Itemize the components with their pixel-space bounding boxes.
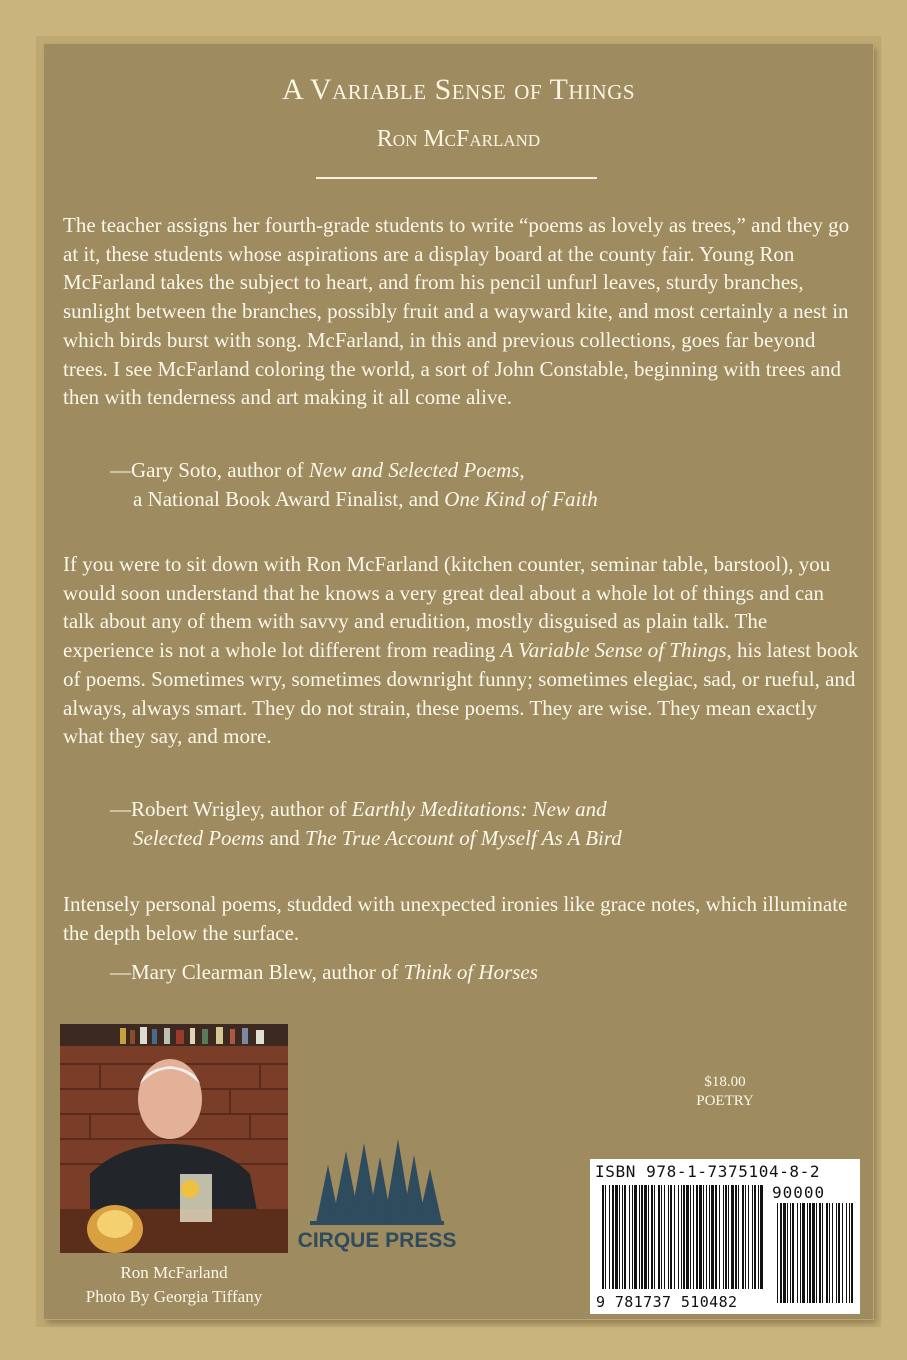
barcode-bar (658, 1185, 660, 1289)
attribution-work: New and Selected Poems (308, 458, 520, 482)
barcode-bar (738, 1185, 739, 1289)
publisher-name: CIRQUE PRESS (297, 1229, 457, 1252)
attribution-work: Selected Poems (133, 825, 265, 850)
barcode-bar (678, 1185, 679, 1289)
barcode-bar (651, 1185, 653, 1289)
barcode-bar (693, 1185, 694, 1289)
isbn-barcode (590, 1159, 860, 1314)
barcode-bar (699, 1185, 702, 1289)
addon-bar (792, 1203, 794, 1303)
barcode-bar (661, 1185, 662, 1289)
addon-bar (777, 1203, 778, 1303)
attribution-prefix: —Robert Wrigley, author of (110, 797, 352, 821)
barcode-bar (674, 1185, 675, 1289)
barcode-bar (742, 1185, 744, 1289)
blurb-blew: Intensely personal poems, studded with unexpected ironies like grace notes, which illuminate the depth below the surface. (63, 892, 848, 945)
barcode-bar (641, 1185, 643, 1289)
barcode-bar (644, 1185, 647, 1289)
barcode-bar (634, 1185, 637, 1289)
addon-bar (832, 1203, 833, 1303)
barcode-bar (709, 1185, 710, 1289)
attribution-prefix: —Mary Clearman Blew, author of (110, 960, 404, 984)
addon-bar (836, 1203, 837, 1303)
addon-bar (846, 1203, 847, 1303)
barcode-bar (731, 1185, 734, 1289)
attribution-and: and (264, 825, 306, 850)
barcode-bar (745, 1185, 746, 1289)
barcode-bar (748, 1185, 749, 1289)
addon-bar (851, 1203, 853, 1303)
addon-bar (802, 1203, 805, 1303)
barcode-bar (605, 1185, 606, 1289)
barcode-bar (681, 1185, 682, 1289)
addon-bar (812, 1203, 815, 1303)
addon-bar (838, 1203, 840, 1303)
barcode-bar (612, 1185, 614, 1289)
addon-bar (783, 1203, 786, 1303)
barcode-bar (686, 1185, 689, 1289)
addon-bar (826, 1203, 828, 1303)
book-title: A Variable Sense of Things (281, 73, 636, 106)
blurb-text: If you were to sit down with Ron McFarland (kitchen counter, seminar table, barstool), you would soon understand that he knows a very great deal about a whole lot of things and can talk about any of them with savvy and erudition, mostly disguised as plain talk. The experience is not a whole lot different from reading (63, 552, 831, 663)
barcode-bar (609, 1185, 610, 1289)
barcode-bar (723, 1185, 724, 1289)
author-photo (60, 1024, 288, 1253)
addon-bar (849, 1203, 850, 1303)
addon-bar (800, 1203, 801, 1303)
barcode-bar (696, 1185, 698, 1289)
barcode-bar (715, 1185, 717, 1289)
barcode-bar (619, 1185, 620, 1289)
barcode-bars (590, 1159, 860, 1314)
barcode-bar (728, 1185, 729, 1289)
barcode-bar (624, 1185, 626, 1289)
attribution-work: Earthly Meditations: New and (351, 797, 607, 821)
ean-number: 9 781737 510482 (596, 1293, 738, 1311)
addon-bar (787, 1203, 788, 1303)
barcode-bar (719, 1185, 720, 1289)
price-addon-number: 90000 (772, 1183, 826, 1202)
blurb-text: , his latest book of poems. Sometimes wry, sometimes downright funny; sometimes elegiac, sad, or rueful, and always, always smart. They do not strain, these poems. They are wise. They mean exactly what they say, and more. (63, 638, 859, 749)
addon-bar (822, 1203, 823, 1303)
barcode-bar (615, 1185, 618, 1289)
barcode-bar (639, 1185, 640, 1289)
attribution-separator: , (519, 458, 525, 482)
addon-bar (807, 1203, 808, 1303)
barcode-bar (648, 1185, 649, 1289)
attribution-soto (110, 456, 850, 513)
barcode-bar (758, 1185, 759, 1289)
barcode-bar (654, 1185, 655, 1289)
barcode-bar (690, 1185, 691, 1289)
barcode-bar (632, 1185, 633, 1289)
blurb-book-title: A Variable Sense of Things (500, 638, 727, 663)
attribution-work: Think of Horses (403, 960, 538, 984)
addon-bar (809, 1203, 811, 1303)
barcode-bar (760, 1185, 763, 1289)
photo-caption-name: Ron McFarland (120, 1263, 228, 1282)
cirque-press-logo (297, 1135, 457, 1255)
title-divider (316, 177, 597, 179)
barcode-bar (668, 1185, 669, 1289)
addon-bar (829, 1203, 830, 1303)
barcode-bar (622, 1185, 623, 1289)
addon-bar (842, 1203, 843, 1303)
attribution-blew (110, 958, 850, 987)
barcode-bar (711, 1185, 714, 1289)
barcode-bar (703, 1185, 704, 1289)
category: POETRY (696, 1093, 754, 1109)
barcode-bar (754, 1185, 756, 1289)
barcode-bar (602, 1185, 604, 1289)
photo-caption-credit: Photo By Georgia Tiffany (85, 1287, 263, 1306)
addon-bar (780, 1203, 782, 1303)
barcode-bar (725, 1185, 727, 1289)
barcode-bar (735, 1185, 737, 1289)
blurb-soto: The teacher assigns her fourth-grade students to write “poems as lovely as trees,” and they go at it, these students whose aspirations are a display board at the county fair. Young Ron McFarland takes the subject to heart, and from his pencil unfurl leaves, sturdy branches, sunlight between the branches, possibly fruit and a wayward kite, and most certainly a nest in which birds burst with song. McFarland, in this and previous collections, goes far beyond trees. I see McFarland coloring the world, a sort of John Constable, beginning with trees and then with tenderness and art making it all come alive. (63, 213, 850, 410)
attribution-wrigley (110, 795, 850, 852)
barcode-bar (670, 1185, 672, 1289)
addon-bar (797, 1203, 798, 1303)
addon-bar (816, 1203, 817, 1303)
attribution-prefix: —Gary Soto, author of (110, 458, 309, 482)
blurb-wrigley (63, 550, 859, 751)
addon-bar (819, 1203, 821, 1303)
barcode-bar (629, 1185, 630, 1289)
isbn-label: ISBN 978-1-7375104-8-2 (595, 1162, 821, 1181)
price: $18.00 (704, 1074, 746, 1090)
attribution-work: The True Account of Myself As A Bird (305, 825, 622, 850)
book-author: Ron McFarland (376, 126, 541, 152)
barcode-bar (664, 1185, 665, 1289)
barcode-bar (752, 1185, 753, 1289)
author-photo-illustration (60, 1024, 288, 1253)
attribution-work: One Kind of Faith (444, 486, 598, 511)
barcode-bar (683, 1185, 685, 1289)
addon-bar (790, 1203, 791, 1303)
barcode-bar (706, 1185, 707, 1289)
pine-trees-icon (297, 1135, 457, 1255)
attribution-line2: a National Book Award Finalist, and (133, 486, 445, 511)
